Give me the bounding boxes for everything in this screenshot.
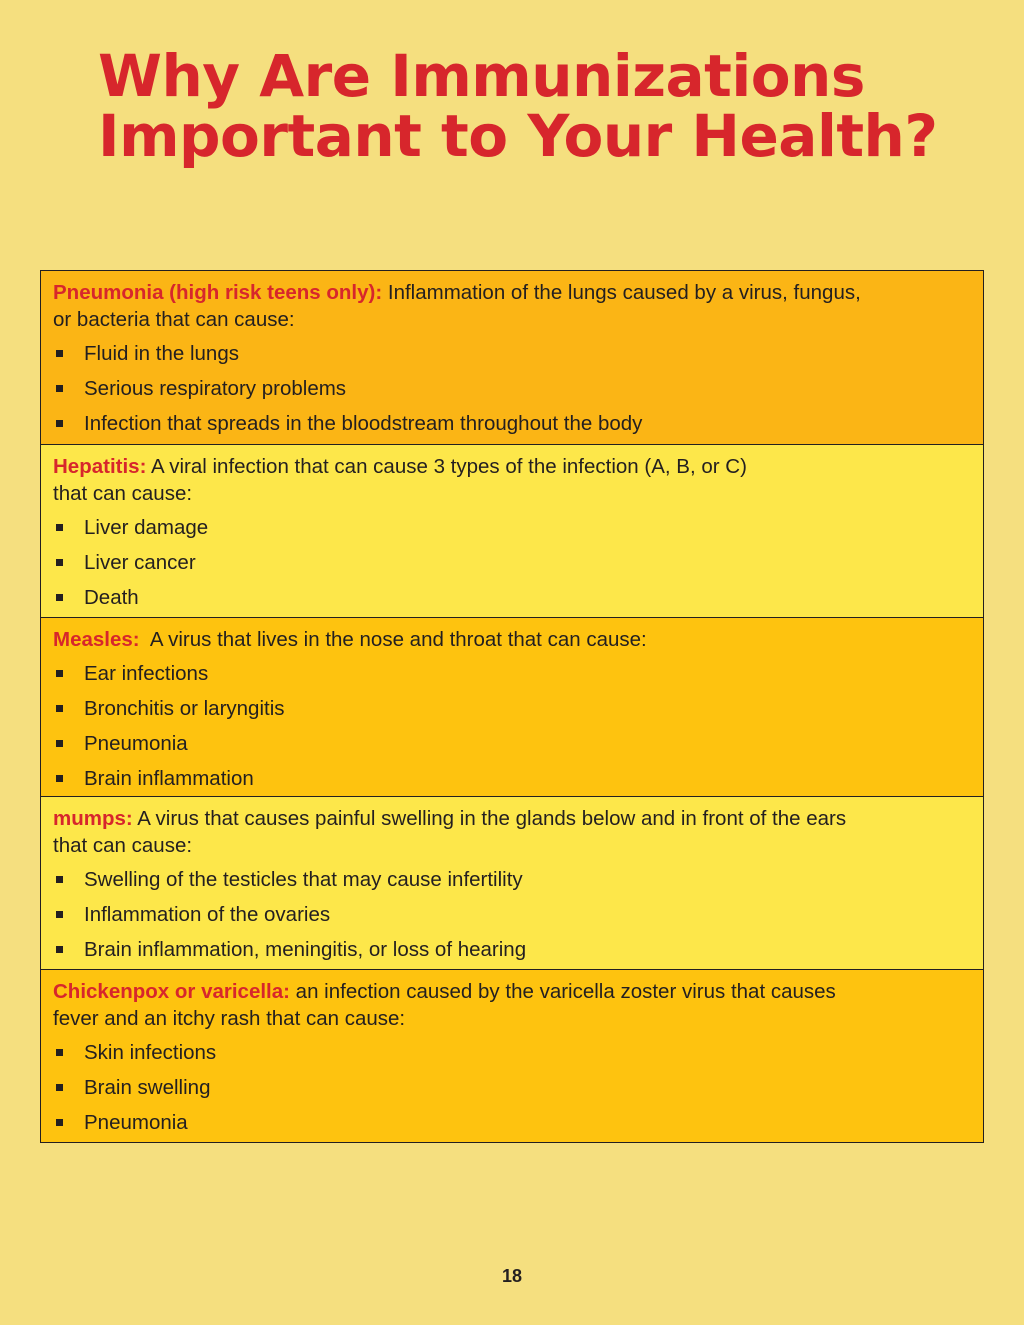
disease-description [53,626,971,653]
list-item-text: Ear infections [84,662,209,685]
square-bullet-icon [56,594,63,601]
disease-term: Measles: [53,628,140,651]
disease-intro-line-1: Inflammation of the lungs caused by a virus, fungus, [382,281,861,304]
page-number: 18 [501,1266,523,1286]
list-item [53,897,971,932]
list-item [53,406,971,441]
disease-row-mumps [41,796,983,969]
list-item [53,510,971,545]
square-bullet-icon [56,775,63,782]
list-item-text: Brain inflammation, meningitis, or loss of hearing [84,938,527,961]
page-title-line-1: Why Are Immunizations [98,42,865,110]
disease-intro-line-2: that can cause: [53,834,193,857]
square-bullet-icon [56,946,63,953]
disease-description [53,279,971,333]
disease-intro-line-1: A virus that lives in the nose and throat that can cause: [139,628,647,651]
list-item [53,932,971,967]
page-title [98,42,938,170]
list-item-text: Inflammation of the ovaries [84,903,331,926]
disease-term: Pneumonia (high risk teens only): [53,281,383,304]
list-item [53,1105,971,1140]
disease-description [53,978,971,1032]
list-item-text: Pneumonia [84,1111,188,1134]
square-bullet-icon [56,876,63,883]
list-item-text: Death [84,586,139,609]
disease-intro-line-2: that can cause: [53,482,193,505]
list-item-text: Liver damage [84,516,209,539]
disease-intro-line-1: A virus that causes painful swelling in the glands below and in front of the ears [132,807,847,830]
list-item-text: Swelling of the testicles that may cause infertility [84,868,523,891]
disease-row-pneumonia [41,271,983,444]
square-bullet-icon [56,705,63,712]
list-item [53,691,971,726]
page-title-line-2: Important to Your Health? [98,102,938,170]
square-bullet-icon [56,911,63,918]
list-item-text: Skin infections [84,1041,217,1064]
list-item [53,1070,971,1105]
list-item-text: Infection that spreads in the bloodstream throughout the body [84,412,643,435]
disease-row-measles [41,617,983,796]
square-bullet-icon [56,1049,63,1056]
disease-intro-line-1: A viral infection that can cause 3 types of the infection (A, B, or C) [146,455,747,478]
disease-intro-line-1: an infection caused by the varicella zoster virus that causes [289,980,836,1003]
disease-term: Chickenpox or varicella: [53,980,290,1003]
list-item-text: Liver cancer [84,551,196,574]
list-item-text: Brain inflammation [84,767,254,790]
square-bullet-icon [56,420,63,427]
disease-table [40,270,984,1143]
disease-intro-line-2: or bacteria that can cause: [53,308,295,331]
effects-list [53,1035,971,1140]
list-item [53,545,971,580]
disease-row-hepatitis [41,444,983,617]
square-bullet-icon [56,1119,63,1126]
square-bullet-icon [56,670,63,677]
list-item [53,726,971,761]
effects-list [53,336,971,441]
list-item-text: Fluid in the lungs [84,342,239,365]
square-bullet-icon [56,740,63,747]
list-item [53,336,971,371]
square-bullet-icon [56,524,63,531]
list-item-text: Brain swelling [84,1076,211,1099]
disease-description [53,805,971,859]
square-bullet-icon [56,350,63,357]
list-item-text: Bronchitis or laryngitis [84,697,285,720]
list-item [53,862,971,897]
disease-intro-line-2: fever and an itchy rash that can cause: [53,1007,406,1030]
effects-list [53,510,971,615]
list-item [53,656,971,691]
effects-list [53,656,971,796]
disease-description [53,453,971,507]
list-item-text: Serious respiratory problems [84,377,347,400]
list-item-text: Pneumonia [84,732,188,755]
disease-term: Hepatitis: [53,455,147,478]
disease-row-chickenpox [41,969,983,1142]
square-bullet-icon [56,1084,63,1091]
square-bullet-icon [56,385,63,392]
list-item [53,761,971,796]
list-item [53,371,971,406]
list-item [53,580,971,615]
square-bullet-icon [56,559,63,566]
list-item [53,1035,971,1070]
effects-list [53,862,971,967]
disease-term: mumps: [53,807,133,830]
